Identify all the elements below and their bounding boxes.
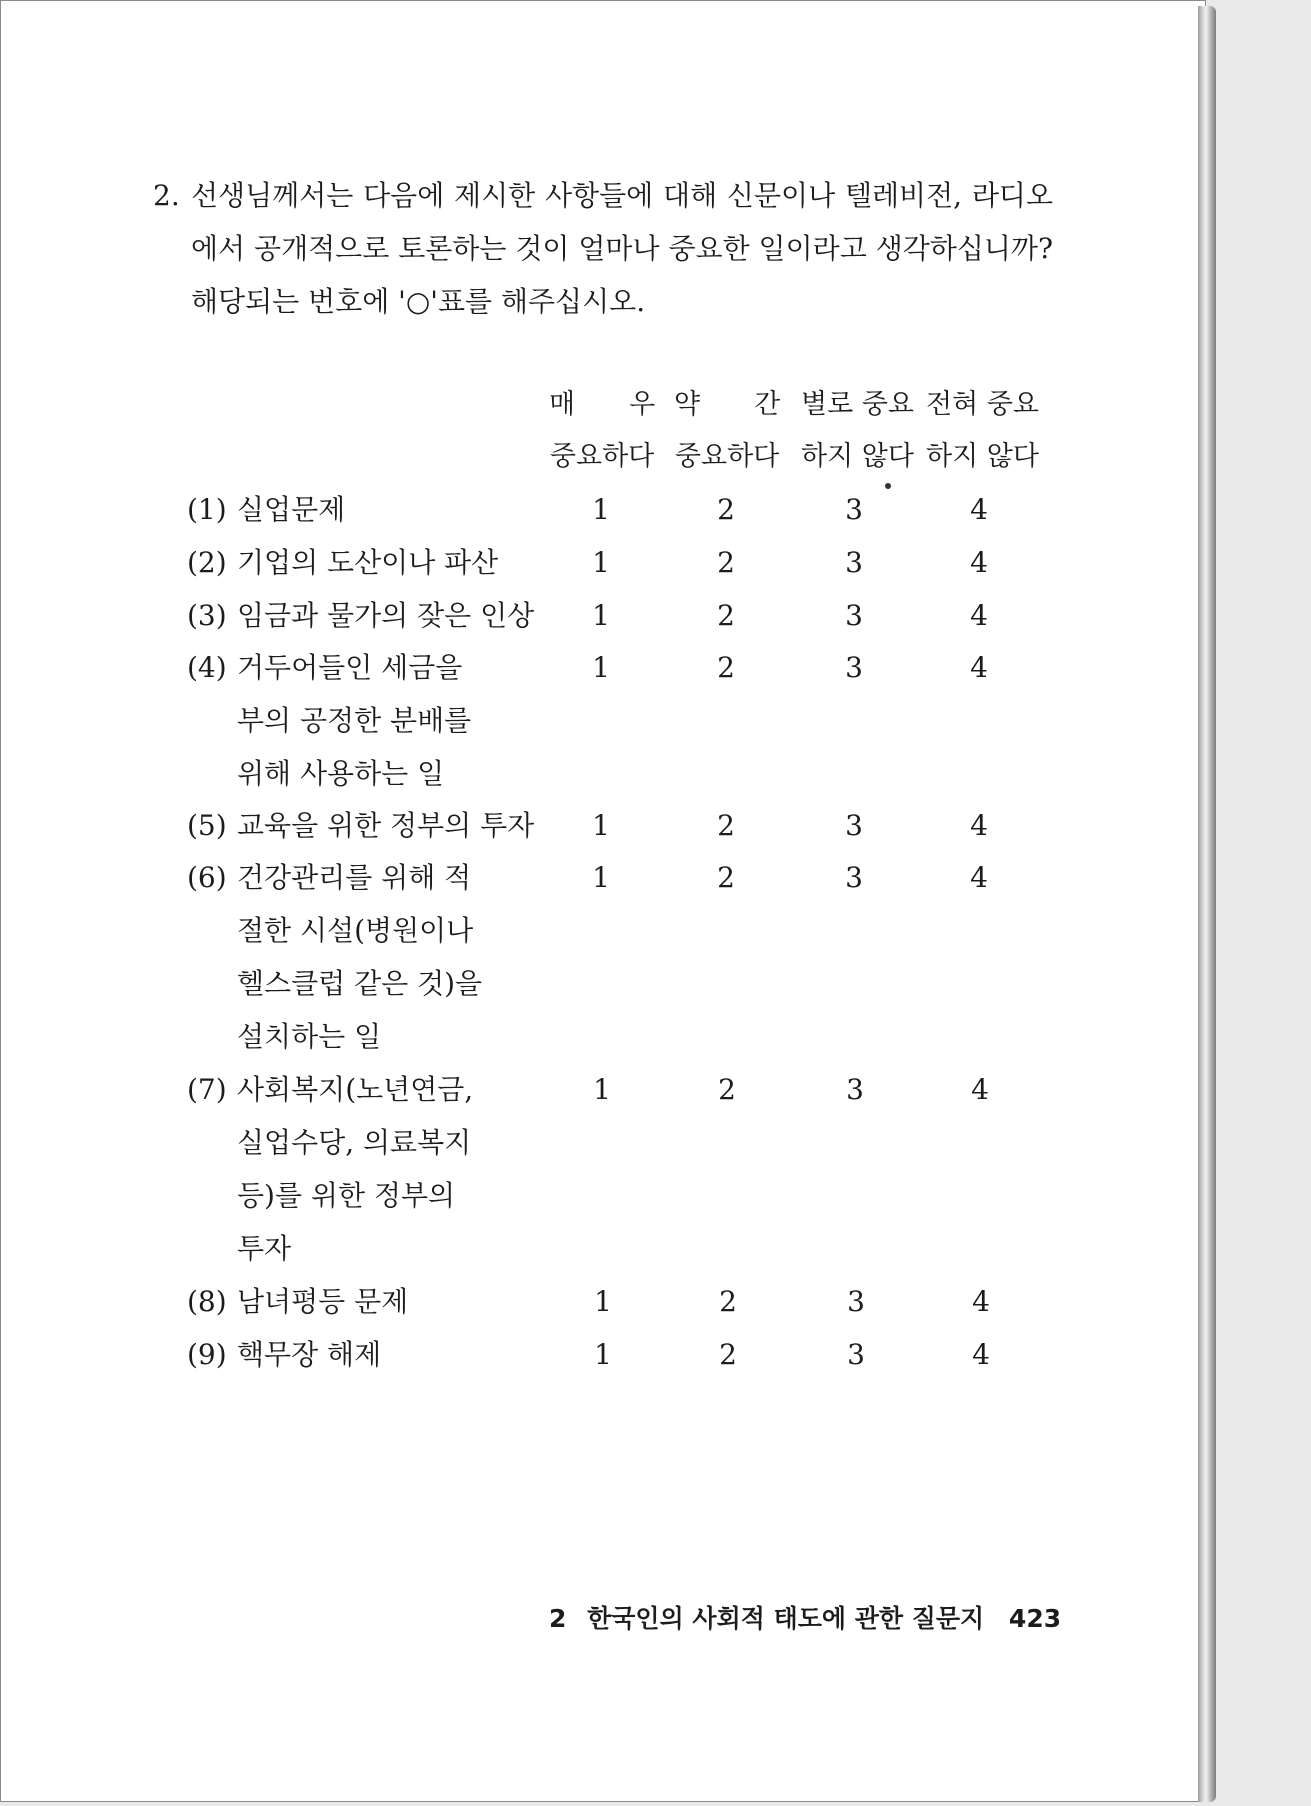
rating-option[interactable]: 1 bbox=[592, 809, 610, 842]
rating-option[interactable]: 2 bbox=[719, 1338, 737, 1371]
survey-item-5 bbox=[187, 799, 534, 852]
survey-item-7 bbox=[187, 1063, 473, 1275]
page-footer bbox=[549, 1599, 1061, 1635]
scale-header-line: 중요하다 bbox=[549, 441, 655, 472]
scale-header-line: 약 간 bbox=[674, 389, 781, 420]
rating-option[interactable]: 3 bbox=[845, 493, 863, 526]
rating-option[interactable]: 4 bbox=[970, 493, 988, 526]
item-label-line: 기업의 도산이나 파산 bbox=[237, 546, 499, 579]
rating-option[interactable]: 1 bbox=[594, 1285, 612, 1318]
question-text: 선생님께서는 다음에 제시한 사항들에 대해 신문이나 텔레비전, 라디오에서 공개적으로 토론하는 것이 얼마나 중요한 일이라고 생각하십니까? 해당되는 번호에 '○'표를 해주십시오. bbox=[191, 179, 1053, 318]
item-number: (3) bbox=[187, 599, 227, 632]
rating-option[interactable]: 4 bbox=[970, 861, 988, 894]
scale-header-very-important bbox=[549, 379, 655, 483]
page-number: 423 bbox=[1008, 1604, 1062, 1633]
scale-header-not-at-all-important bbox=[926, 379, 1039, 483]
scale-header-line: 매 우 bbox=[549, 389, 656, 420]
question-block bbox=[153, 169, 1053, 328]
rating-option[interactable]: 3 bbox=[845, 809, 863, 842]
item-label-line: 위해 사용하는 일 bbox=[237, 757, 445, 790]
scale-header-line: 전혀 중요 bbox=[926, 389, 1039, 420]
rating-option[interactable]: 1 bbox=[592, 861, 610, 894]
rating-option[interactable]: 1 bbox=[592, 546, 610, 579]
scale-header-line: 하지 않다 bbox=[926, 441, 1039, 472]
item-label-line: 설치하는 일 bbox=[237, 1020, 382, 1053]
item-number: (8) bbox=[187, 1285, 227, 1318]
rating-option[interactable]: 3 bbox=[845, 861, 863, 894]
rating-option[interactable]: 4 bbox=[970, 599, 988, 632]
scale-header-line: 하지 않다 bbox=[801, 441, 914, 472]
ink-dot bbox=[885, 483, 891, 489]
book-page-edge bbox=[1198, 6, 1216, 1802]
survey-item-9 bbox=[187, 1328, 381, 1381]
item-label-line: 헬스클럽 같은 것)을 bbox=[237, 967, 483, 1000]
item-label-line: 임금과 물가의 잦은 인상 bbox=[237, 599, 535, 632]
scale-header-not-very-important bbox=[801, 379, 914, 483]
rating-option[interactable]: 2 bbox=[717, 546, 735, 579]
rating-option[interactable]: 2 bbox=[718, 1073, 736, 1106]
question-number: 2. bbox=[153, 179, 180, 212]
item-label-line: 실업수당, 의료복지 bbox=[237, 1126, 472, 1159]
item-label-line: 등)를 위한 정부의 bbox=[237, 1179, 456, 1212]
rating-option[interactable]: 1 bbox=[592, 599, 610, 632]
item-label-line: 핵무장 해제 bbox=[237, 1338, 382, 1371]
rating-option[interactable]: 2 bbox=[717, 809, 735, 842]
survey-item-3 bbox=[187, 589, 534, 642]
item-label-line: 교육을 위한 정부의 투자 bbox=[237, 809, 535, 842]
rating-option[interactable]: 1 bbox=[592, 651, 610, 684]
item-number: (9) bbox=[187, 1338, 227, 1371]
item-label-line: 건강관리를 위해 적 bbox=[237, 861, 472, 894]
rating-option[interactable]: 3 bbox=[845, 546, 863, 579]
rating-option[interactable]: 1 bbox=[593, 1073, 611, 1106]
rating-option[interactable]: 3 bbox=[847, 1285, 865, 1318]
rating-option[interactable]: 2 bbox=[719, 1285, 737, 1318]
survey-item-1 bbox=[187, 483, 345, 536]
rating-option[interactable]: 2 bbox=[717, 651, 735, 684]
rating-option[interactable]: 3 bbox=[847, 1338, 865, 1371]
item-number: (6) bbox=[187, 861, 227, 894]
survey-item-2 bbox=[187, 536, 498, 589]
scale-header-line: 별로 중요 bbox=[801, 389, 914, 420]
survey-item-8 bbox=[187, 1275, 408, 1328]
rating-option[interactable]: 2 bbox=[717, 599, 735, 632]
rating-option[interactable]: 1 bbox=[592, 493, 610, 526]
item-label-line: 부의 공정한 분배를 bbox=[237, 704, 472, 737]
rating-option[interactable]: 4 bbox=[970, 809, 988, 842]
rating-option[interactable]: 3 bbox=[845, 651, 863, 684]
rating-option[interactable]: 2 bbox=[717, 493, 735, 526]
item-label-line: 남녀평등 문제 bbox=[237, 1285, 409, 1318]
survey-item-4 bbox=[187, 641, 471, 800]
item-number: (1) bbox=[187, 493, 227, 526]
scale-header-somewhat-important bbox=[674, 379, 780, 483]
rating-option[interactable]: 1 bbox=[594, 1338, 612, 1371]
item-number: (2) bbox=[187, 546, 227, 579]
rating-option[interactable]: 3 bbox=[845, 599, 863, 632]
footer-chapter-number: 2 bbox=[549, 1604, 567, 1633]
rating-option[interactable]: 4 bbox=[972, 1285, 990, 1318]
item-number: (4) bbox=[187, 651, 227, 684]
rating-option[interactable]: 2 bbox=[717, 861, 735, 894]
rating-option[interactable]: 3 bbox=[846, 1073, 864, 1106]
rating-option[interactable]: 4 bbox=[972, 1338, 990, 1371]
item-number: (5) bbox=[187, 809, 227, 842]
item-label-line: 투자 bbox=[237, 1232, 292, 1265]
item-label-line: 실업문제 bbox=[237, 493, 346, 526]
scale-header-line: 중요하다 bbox=[674, 441, 780, 472]
item-label-line: 사회복지(노년연금, bbox=[237, 1073, 474, 1106]
rating-option[interactable]: 4 bbox=[970, 546, 988, 579]
item-label-line: 거두어들인 세금을 bbox=[237, 651, 463, 684]
footer-title: 한국인의 사회적 태도에 관한 질문지 bbox=[587, 1604, 985, 1633]
item-number: (7) bbox=[187, 1073, 227, 1106]
rating-option[interactable]: 4 bbox=[970, 651, 988, 684]
item-label-line: 절한 시설(병원이나 bbox=[237, 914, 474, 947]
survey-item-6 bbox=[187, 851, 482, 1063]
rating-option[interactable]: 4 bbox=[971, 1073, 989, 1106]
